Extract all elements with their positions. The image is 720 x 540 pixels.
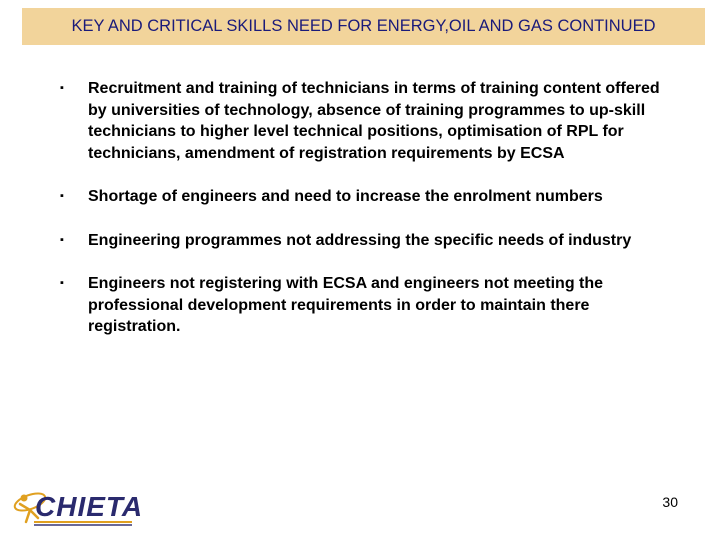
chieta-logo	[8, 488, 144, 528]
title-bar	[22, 8, 705, 45]
bullet-item	[60, 273, 660, 338]
bullet-marker: ▪	[60, 277, 64, 289]
page-number: 30	[662, 494, 678, 510]
bullet-item	[60, 186, 660, 208]
bullet-text: Shortage of engineers and need to increase the enrolment numbers	[88, 188, 603, 205]
bullet-marker: ▪	[60, 233, 64, 246]
bullet-item	[60, 78, 660, 164]
bullet-text: Recruitment and training of technicians in terms of training content offered by universities of technology, absence of training programmes to up-skill technicians to higher level technical positions, optimisation of RPL for technicians, amendment of registration requirements by ECSA	[88, 80, 660, 162]
bullet-list	[60, 78, 660, 338]
bullet-marker: ▪	[60, 190, 64, 202]
bullet-marker: ▪	[60, 82, 64, 94]
slide-title: KEY AND CRITICAL SKILLS NEED FOR ENERGY,OIL AND GAS CONTINUED	[71, 17, 656, 35]
logo-wordmark: CHIETA	[35, 491, 144, 522]
bullet-item	[60, 230, 660, 252]
bullet-text: Engineering programmes not addressing the specific needs of industry	[88, 231, 632, 249]
bullet-text: Engineers not registering with ECSA and engineers not meeting the professional development requirements in order to maintain there registration.	[88, 275, 604, 335]
